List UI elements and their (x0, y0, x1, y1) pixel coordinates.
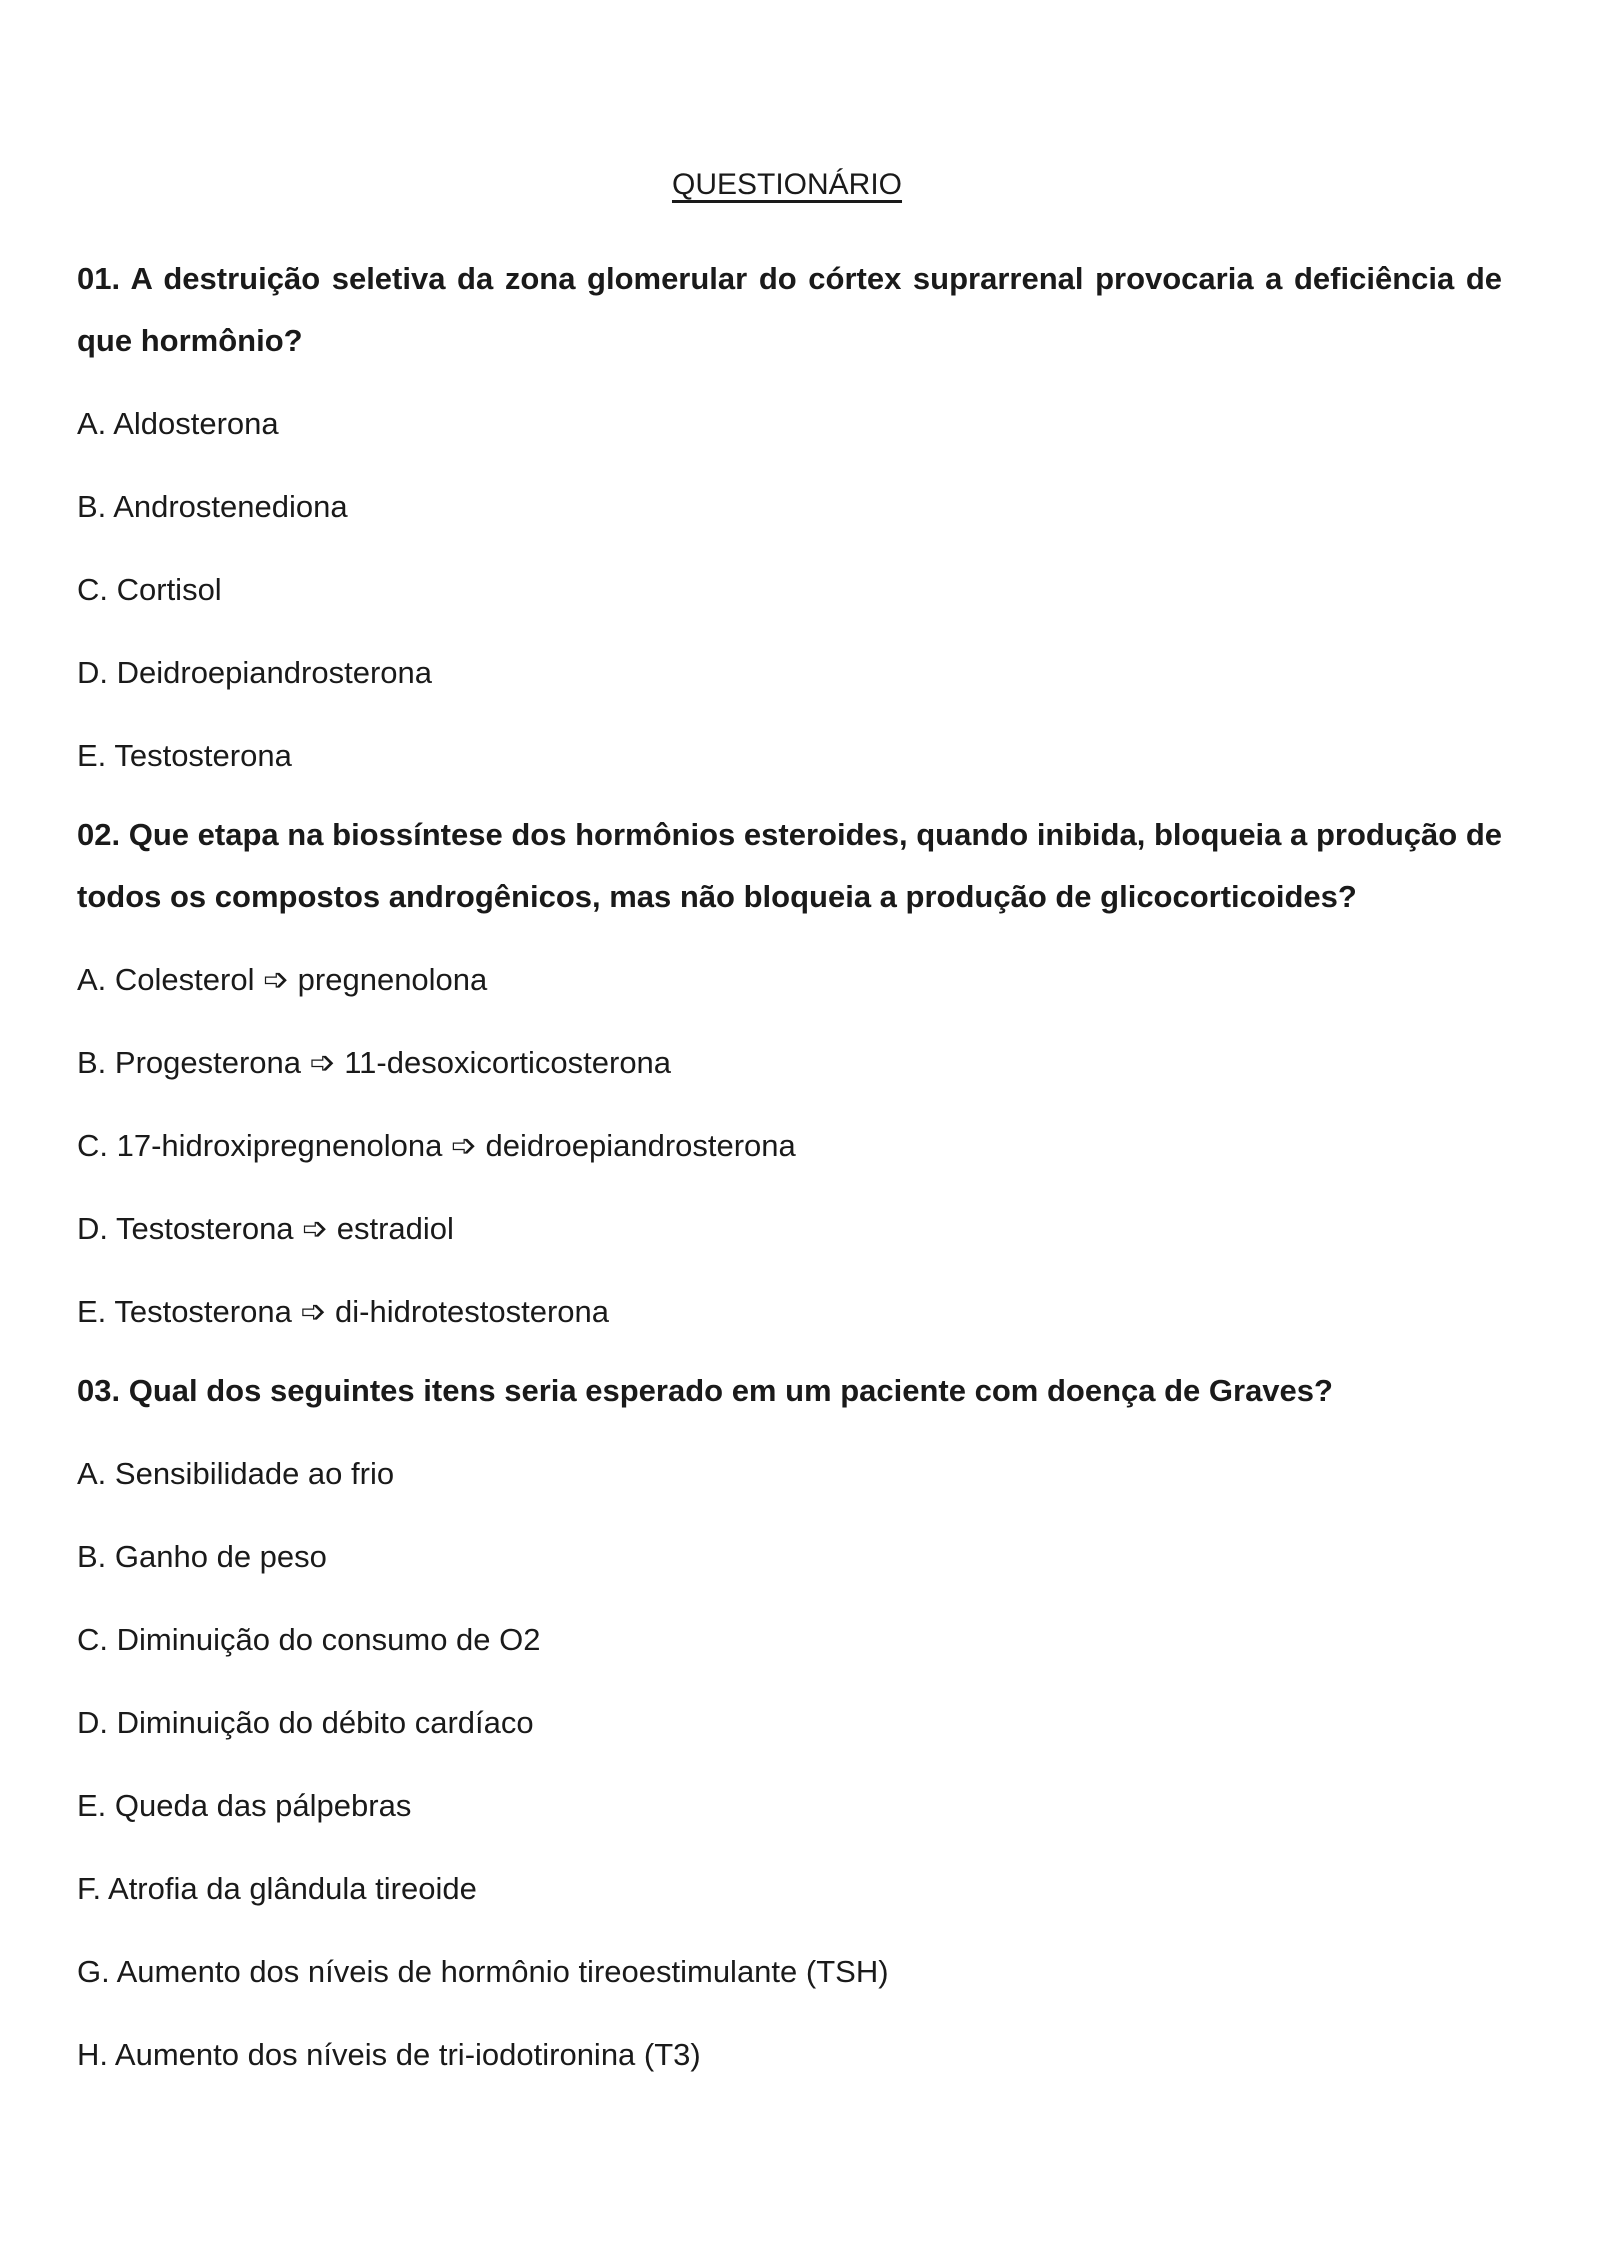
option-c: C. 17-hidroxipregnenolona ➩ deidroepiandrosterona (77, 1128, 796, 1163)
option-e: E. Testosterona ➩ di-hidrotestosterona (77, 1294, 610, 1329)
question-01 (77, 248, 1502, 787)
option-b: B. Androstenediona (77, 489, 348, 524)
option-c: C. Cortisol (77, 572, 222, 607)
option-a: A. Sensibilidade ao frio (77, 1456, 395, 1491)
question-text: 03. Qual dos seguintes itens seria esperado em um paciente com doença de Graves? (77, 1373, 1333, 1408)
option-a: A. Aldosterona (77, 406, 279, 441)
option-g: G. Aumento dos níveis de hormônio tireoestimulante (TSH) (77, 1954, 889, 1989)
option-b: B. Progesterona ➩ 11-desoxicorticosterona (77, 1045, 672, 1080)
option-d: D. Diminuição do débito cardíaco (77, 1705, 534, 1740)
document-title: QUESTIONÁRIO (671, 168, 903, 201)
option-e: E. Queda das pálpebras (77, 1788, 412, 1823)
option-d: D. Testosterona ➩ estradiol (77, 1211, 454, 1246)
question-text: 01. A destruição seletiva da zona glomerular do córtex suprarrenal provocaria a deficiência de que hormônio? (77, 261, 1502, 358)
option-d: D. Deidroepiandrosterona (77, 655, 432, 690)
option-h: H. Aumento dos níveis de tri-iodotironina (T3) (77, 2037, 701, 2072)
question-text: 02. Que etapa na biossíntese dos hormônios esteroides, quando inibida, bloqueia a produção de todos os compostos androgênicos, mas não bloqueia a produção de glicocorticoides? (77, 817, 1502, 914)
option-e: E. Testosterona (77, 738, 292, 773)
questionnaire (77, 248, 1502, 2103)
option-b: B. Ganho de peso (77, 1539, 327, 1574)
option-a: A. Colesterol ➩ pregnenolona (77, 962, 488, 997)
option-c: C. Diminuição do consumo de O2 (77, 1622, 541, 1657)
question-02 (77, 804, 1502, 1343)
option-f: F. Atrofia da glândula tireoide (77, 1871, 477, 1906)
question-03 (77, 1360, 1502, 2086)
